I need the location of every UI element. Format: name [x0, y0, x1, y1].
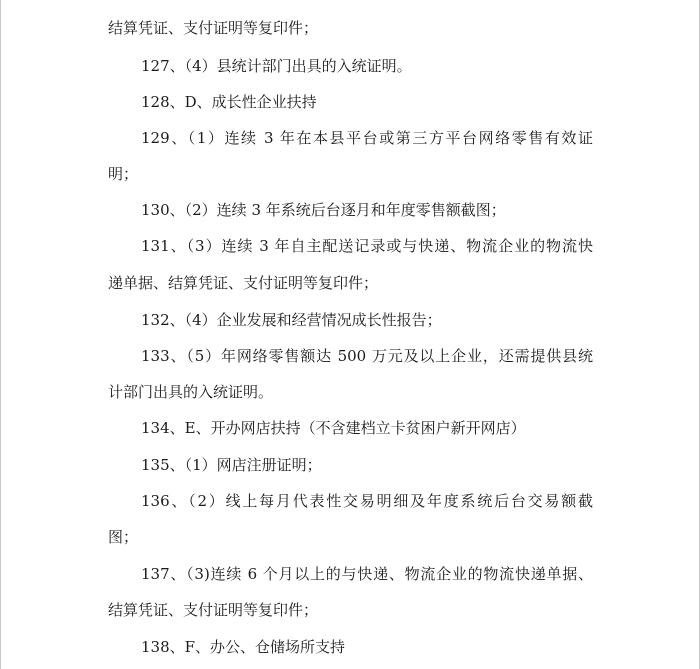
- text-line: 137、（3)连续 6 个月以上的与快递、物流企业的物流快递单据、: [141, 565, 593, 583]
- text-line: 133、（5）年网络零售额达 500 万元及以上企业，还需提供县统: [141, 347, 593, 365]
- text-line: 138、F、办公、仓储场所支持: [141, 638, 346, 656]
- text-line: 129、（1）连续 3 年在本县平台或第三方平台网络零售有效证: [141, 129, 593, 147]
- text-line: 130、（2）连续 3 年系统后台逐月和年度零售额截图；: [141, 201, 506, 219]
- text-line: 128、D、成长性企业扶持: [141, 93, 317, 111]
- text-line: 明；: [108, 165, 139, 183]
- text-line: 131、（3）连续 3 年自主配送记录或与快递、物流企业的物流快: [141, 237, 593, 255]
- text-line: 结算凭证、支付证明等复印件；: [108, 601, 319, 619]
- text-line: 136、（2）线上每月代表性交易明细及年度系统后台交易额截: [141, 492, 593, 510]
- text-line: 计部门出具的入统证明。: [108, 383, 274, 401]
- text-line: 134、E、开办网店扶持（不含建档立卡贫困户新开网店）: [141, 419, 526, 437]
- text-line: 127、（4）县统计部门出具的入统证明。: [141, 57, 412, 75]
- text-line: 135、（1）网店注册证明；: [141, 456, 322, 474]
- text-line: 图；: [108, 528, 139, 546]
- text-line: 结算凭证、支付证明等复印件；: [108, 19, 319, 37]
- text-line: 132、（4）企业发展和经营情况成长性报告；: [141, 311, 442, 329]
- text-line: 递单据、结算凭证、支付证明等复印件；: [108, 274, 379, 292]
